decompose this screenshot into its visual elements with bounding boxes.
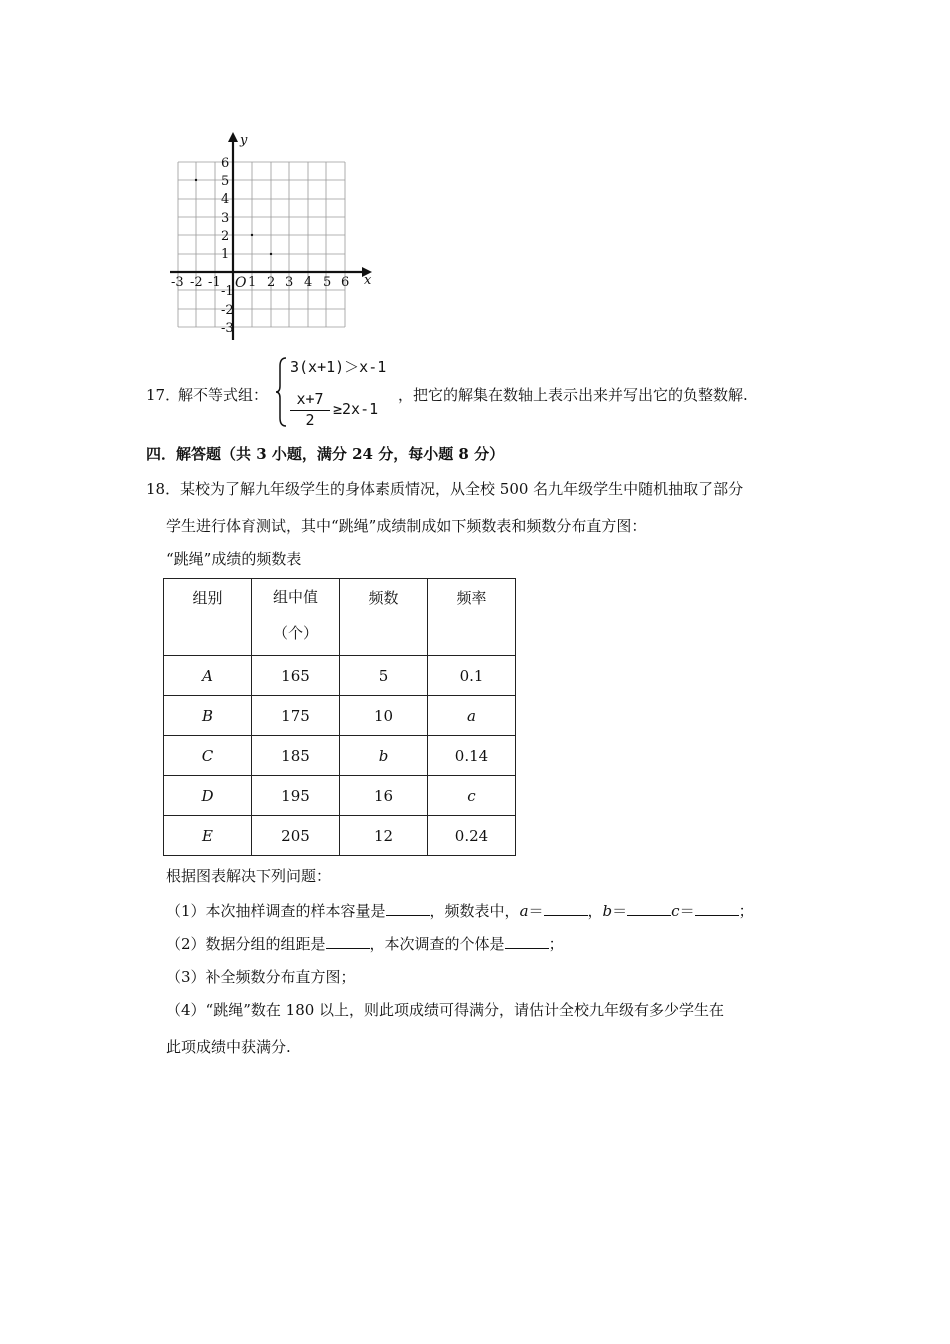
point: [251, 234, 253, 236]
var-c: c: [671, 902, 680, 920]
table-cell: 195: [252, 776, 340, 816]
frequency-table: [163, 578, 516, 856]
table-cell: 185: [252, 736, 340, 776]
table-cell: 165: [252, 656, 340, 696]
answer-blank[interactable]: [326, 933, 370, 949]
sub2-text-a: （2）数据分组的组距是: [166, 935, 326, 953]
table-cell: b: [340, 736, 428, 776]
table-title: “跳绳”成绩的频数表: [166, 550, 302, 568]
table-cell: B: [164, 696, 252, 736]
answer-blank[interactable]: [544, 900, 588, 916]
q17-prefix: 解不等式组：: [178, 386, 269, 404]
x-tick-label: -1: [208, 275, 221, 290]
table-row: [164, 696, 516, 736]
header-cell-frequency: 频数: [340, 579, 428, 656]
table-cell: E: [164, 816, 252, 856]
sub-question-1: [166, 900, 754, 921]
y-tick-labels: [221, 156, 234, 336]
table-cell: 0.1: [428, 656, 516, 696]
q18-number: 18．: [146, 480, 181, 498]
x-tick-labels: [171, 275, 349, 290]
sub1-text-a: （1）本次抽样调查的样本容量是: [166, 902, 386, 920]
header-cell-midvalue: [252, 579, 340, 656]
table-cell: c: [428, 776, 516, 816]
origin-label: O: [235, 275, 247, 291]
q17-inequality-2-rest: ≥2x-1: [333, 400, 379, 418]
equals-sign: ＝: [679, 902, 695, 920]
semicolon: ；: [738, 902, 754, 920]
y-tick-label: 2: [221, 229, 230, 244]
table-cell: A: [164, 656, 252, 696]
header-cell-rate: 频率: [428, 579, 516, 656]
table-cell: D: [164, 776, 252, 816]
table-cell: C: [164, 736, 252, 776]
q17-fraction-numerator: x+7: [296, 390, 324, 408]
x-tick-label: 5: [323, 275, 332, 290]
y-tick-label: 1: [221, 247, 230, 262]
q18-intro: 根据图表解决下列问题：: [166, 867, 332, 885]
comma: ，: [587, 902, 603, 920]
equals-sign: ＝: [528, 902, 544, 920]
q17-fraction-denominator: 2: [305, 411, 315, 429]
q18-line-1: 某校为了解九年级学生的身体素质情况，从全校 500 名九年级学生中随机抽取了部分: [180, 480, 744, 498]
x-tick-label: 6: [341, 275, 350, 290]
header-cell-group: 组别: [164, 579, 252, 656]
x-tick-label: 2: [267, 275, 276, 290]
y-axis-arrow: [228, 132, 238, 142]
y-tick-label: -2: [221, 303, 234, 318]
table-cell: 0.24: [428, 816, 516, 856]
answer-blank[interactable]: [505, 933, 549, 949]
semicolon: ；: [548, 935, 564, 953]
q17-inequality-1: 3(x+1)＞x-1: [290, 358, 387, 376]
answer-blank[interactable]: [386, 900, 430, 916]
y-tick-label: 4: [221, 192, 230, 207]
x-axis-label: x: [364, 273, 372, 288]
table-cell: 10: [340, 696, 428, 736]
table-cell: 16: [340, 776, 428, 816]
equals-sign: ＝: [612, 902, 628, 920]
y-tick-label: 3: [221, 211, 230, 226]
left-brace-icon: [274, 356, 288, 428]
sub-question-4-line-2: 此项成绩中获满分.: [166, 1038, 291, 1056]
table-row: [164, 816, 516, 856]
sub-question-4-line-1: （4）“跳绳”数在 180 以上，则此项成绩可得满分，请估计全校九年级有多少学生在: [166, 1001, 725, 1019]
grid-lines: [178, 162, 345, 327]
table-cell: 175: [252, 696, 340, 736]
y-axis-label: y: [240, 133, 248, 148]
coordinate-grid-figure: [168, 130, 378, 340]
x-tick-label: 3: [285, 275, 294, 290]
answer-blank[interactable]: [627, 900, 671, 916]
y-tick-label: 6: [221, 156, 230, 171]
table-cell: 12: [340, 816, 428, 856]
x-tick-label: -2: [190, 275, 203, 290]
header-midvalue-line2: （个）: [272, 624, 318, 642]
sub2-text-b: ，本次调查的个体是: [369, 935, 505, 953]
section-heading: 四．解答题（共 3 小题，满分 24 分，每小题 8 分）: [146, 445, 505, 463]
q18-line-2: 学生进行体育测试，其中“跳绳”成绩制成如下频数表和频数分布直方图：: [166, 517, 647, 535]
table-cell: 205: [252, 816, 340, 856]
var-a: a: [519, 902, 529, 920]
table-row: [164, 776, 516, 816]
q17-number: 17．: [146, 386, 181, 404]
x-tick-label: 1: [248, 275, 257, 290]
y-tick-label: -3: [221, 321, 234, 336]
table-row: [164, 736, 516, 776]
sub-question-3: （3）补全频数分布直方图；: [166, 968, 356, 986]
header-midvalue-line1: 组中值: [272, 588, 318, 606]
x-tick-label: -3: [171, 275, 184, 290]
y-tick-label: 5: [221, 174, 230, 189]
q17-suffix: ，把它的解集在数轴上表示出来并写出它的负整数解.: [398, 386, 748, 404]
table-row: [164, 656, 516, 696]
sub-question-2: [166, 933, 564, 954]
sub1-text-b: ，频数表中，: [429, 902, 520, 920]
y-tick-label: -1: [221, 284, 234, 299]
table-header-row: [164, 579, 516, 656]
x-tick-label: 4: [304, 275, 313, 290]
table-cell: a: [428, 696, 516, 736]
point: [195, 179, 197, 181]
table-cell: 0.14: [428, 736, 516, 776]
answer-blank[interactable]: [695, 900, 739, 916]
table-cell: 5: [340, 656, 428, 696]
point: [270, 253, 272, 255]
var-b: b: [602, 902, 613, 920]
